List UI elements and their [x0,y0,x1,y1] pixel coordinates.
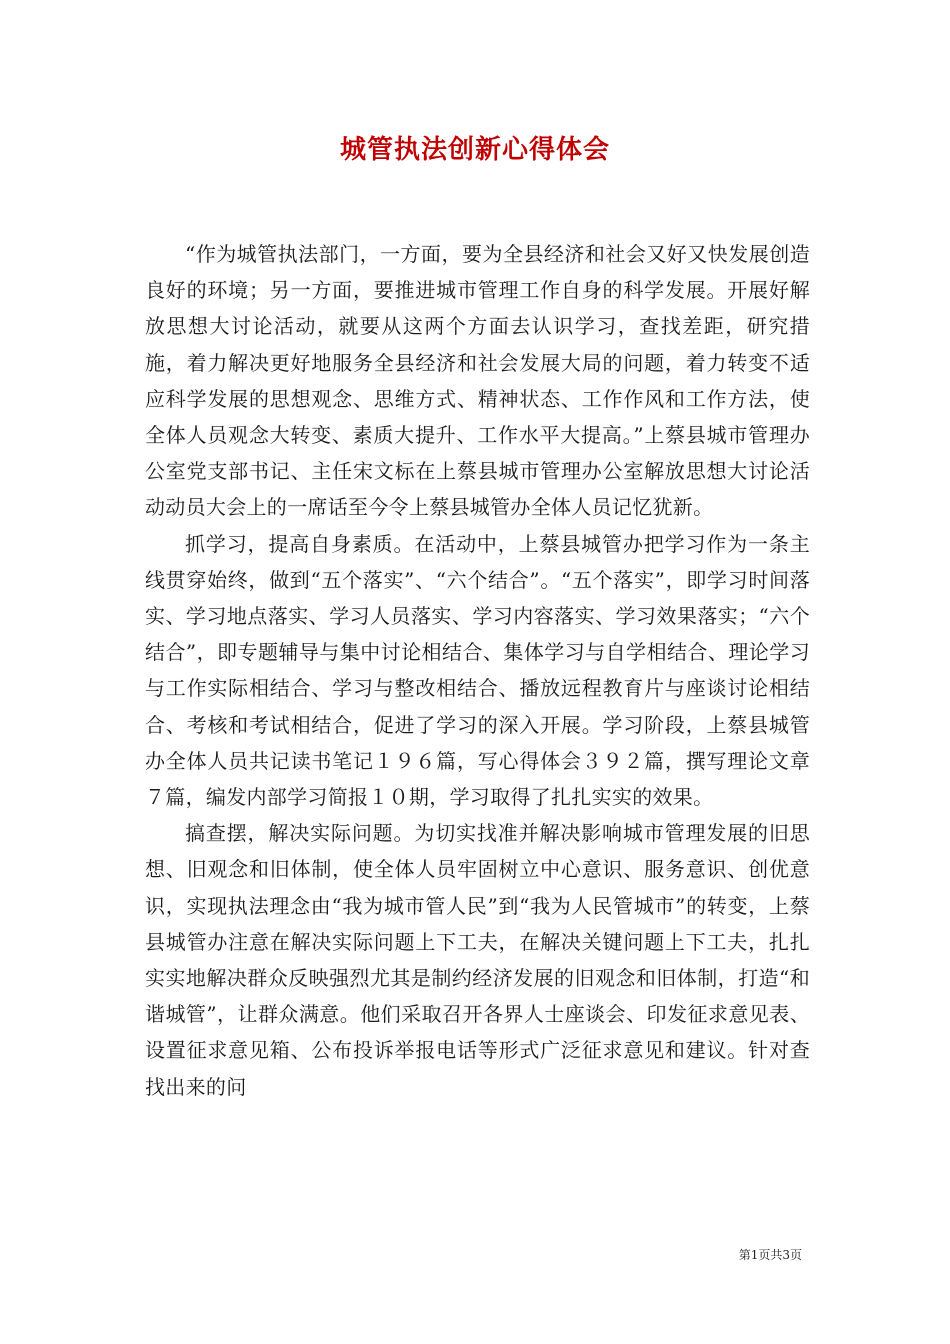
document-title: 城管执法创新心得体会 [339,135,610,165]
paragraph-3: 搞查摆，解决实际问题。为切实找准并解决影响城市管理发展的旧思想、旧观念和旧体制，使全体人员牢固树立中心意识、服务意识、创优意识，实现执法理念由“我为城市管人民”到“我为人民管城市”的转变，上蔡县城管办注意在解决实际问题上下工夫，在解决关键问题上下工夫，扎扎实实地解决群众反映强烈尤其是制约经济发展的旧观念和旧体制，打造“和谐城管”，让群众满意。他们采取召开各界人士座谈会、印发征求意见表、设置征求意见箱、公布投诉举报电话等形式广泛征求意见和建议。针对查找出来的问 [145,821,810,1099]
page-number: 第1页共3页 [738,1248,802,1262]
paragraph-2: 抓学习，提高自身素质。在活动中，上蔡县城管办把学习作为一条主线贯穿始终，做到“五个落实”、“六个结合”。“五个落实”，即学习时间落实、学习地点落实、学习人员落实、学习内容落实、学习效果落实；“六个结合”，即专题辅导与集中讨论相结合、集体学习与自学相结合、理论学习与工作实际相结合、学习与整改相结合、播放远程教育片与座谈讨论相结合、考核和考试相结合，促进了学习的深入开展。学习阶段，上蔡县城管办全体人员共记读书笔记１９６篇，写心得体会３９２篇，撰写理论文章７篇，编发内部学习简报１０期，学习取得了扎扎实实的效果。 [145,531,810,810]
paragraph-1: “作为城管执法部门，一方面，要为全县经济和社会又好又快发展创造良好的环境；另一方面，要推进城市管理工作自身的科学发展。开展好解放思想大讨论活动，就要从这两个方面去认识学习，查找差距，研究措施，着力解决更好地服务全县经济和社会发展大局的问题，着力转变不适应科学发展的思想观念、思维方式、精神状态、工作作风和工作方法，使全体人员观念大转变、素质大提升、工作水平大提高。”上蔡县城市管理办公室党支部书记、主任宋文标在上蔡县城市管理办公室解放思想大讨论活动动员大会上的一席话至今令上蔡县城管办全体人员记忆犹新。 [145,242,810,520]
document-body [145,236,810,1105]
